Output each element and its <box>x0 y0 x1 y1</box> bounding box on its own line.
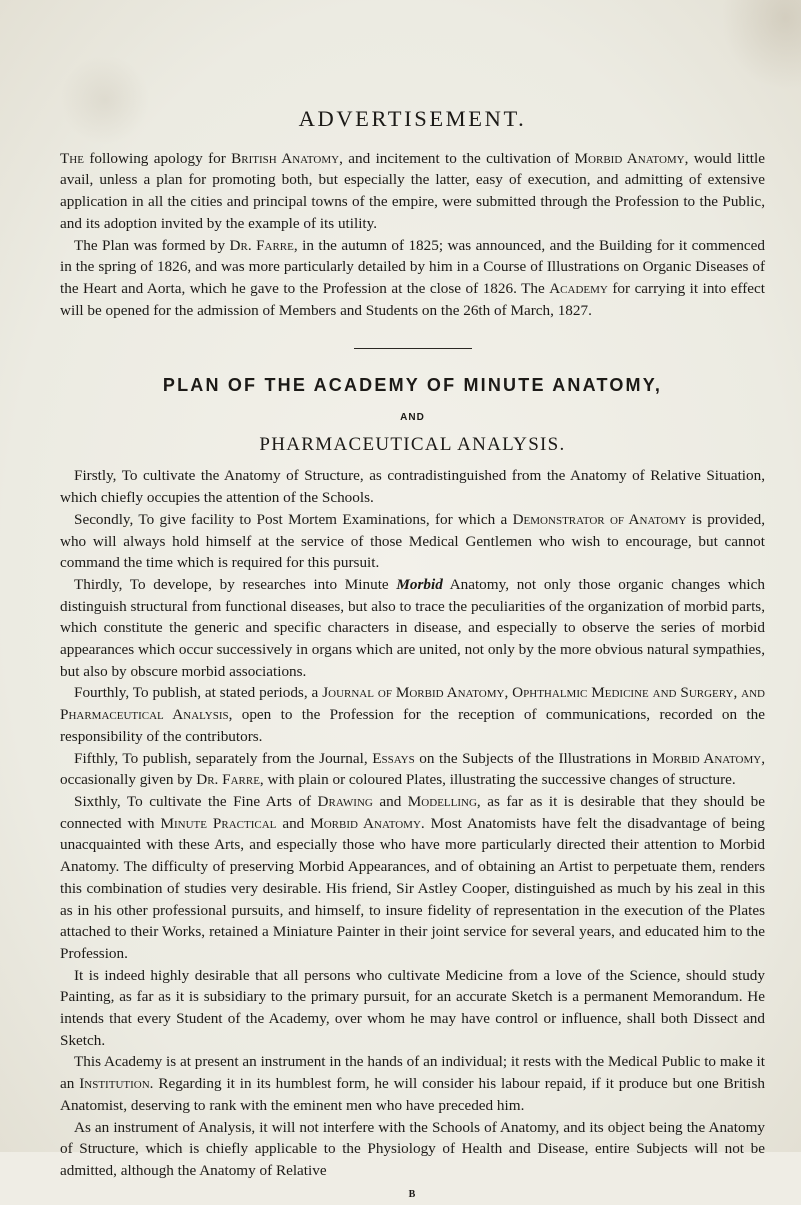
small-caps-text: Minute Practical <box>160 814 277 832</box>
text-run: Fifthly, To publish, separately from the Journal, <box>74 749 373 767</box>
text-run: This Academy is at present an instrument in the hands of an individual; it rests with the Medical Public to make it an <box>60 1053 765 1093</box>
small-caps-text: Drawing <box>317 792 373 810</box>
text-run: . Most Anatomists have felt the disadvantage of being unacquainted with these Arts, and especially those who have more particularly directed their attention to Morbid Anatomy. The difficulty of preserving Morbid Appearances, and of obtaining an Artist to perpetuate them, renders this combination of studies very desirable. His friend, Sir Astley Cooper, distinguished as much by his zeal in this as in his other professional pursuits, and himself, to insure fidelity of representation in the execution of the Plates attached to their Works, retained a Miniature Painter in their joint service for several years, and educated him to the Profession. <box>60 814 766 962</box>
paragraph <box>60 682 765 747</box>
small-caps-text: Morbid Anatomy <box>574 149 685 167</box>
small-caps-text: Morbid Anatomy <box>651 749 762 767</box>
text-run: , with plain or coloured Plates, illustrating the successive changes of structure. <box>259 771 736 789</box>
small-caps-text: Journal of Morbid Anatomy, Ophthalmic Medicine and Surgery, and Pharmaceutical Analysis <box>60 684 765 724</box>
text-run: Thirdly, To develope, by researches into Minute <box>74 575 397 593</box>
page-title: ADVERTISEMENT. <box>298 106 527 131</box>
text-run: for carrying it into effect will be opened for the admission of Members and Students on the 26th of March, 1827. <box>60 279 766 319</box>
paragraph <box>60 1117 765 1182</box>
signature-mark: B <box>408 1188 417 1200</box>
small-caps-text: Demonstrator of Anatomy <box>512 510 687 528</box>
and-heading: AND <box>400 412 425 424</box>
text-run: Firstly, To cultivate the Anatomy of Structure, as contradistinguished from the Anatomy of Relative Situation, which chiefly occupies the attention of the Schools. <box>60 467 765 507</box>
text-run: , open to the Profession for the reception of communications, recorded on the responsibility of the contributors. <box>60 706 765 745</box>
text-run: Anatomy, not only those organic changes which distinguish structural from functional diseases, but also to trace the peculiarities of the organization of morbid parts, which constitute the generic and specific characters in disease, and especially to observe the series of morbid appearances which occur successively in organs which are united, not only by the more obvious natural sympathies, but also by obscure morbid associations. <box>60 575 765 680</box>
paragraph <box>60 235 765 322</box>
plan-heading: PLAN OF THE ACADEMY OF MINUTE ANATOMY, <box>162 375 663 396</box>
text-run: , occasionally given by <box>60 749 766 789</box>
small-caps-text: Academy <box>549 279 608 297</box>
text-run: is provided, who will always hold himself at the service of those Medical Gentlemen who wish to encourage, but cannot command the time which is required for this pursuit. <box>60 510 765 572</box>
small-caps-text: Dr. Farre <box>229 236 294 254</box>
section-divider <box>354 348 472 349</box>
paragraph <box>60 748 765 791</box>
paragraph <box>60 965 765 1052</box>
text-run: and <box>372 792 408 810</box>
text-run: on the Subjects of the Illustrations in <box>414 749 652 767</box>
paragraph <box>60 574 765 683</box>
small-caps-text: British Anatomy <box>231 149 340 167</box>
text-run: As an instrument of Analysis, it will not interfere with the Schools of Anatomy, and its object being the Anatomy of Structure, which is chiefly applicable to the Physiology of Health and Disease, entire Subjects will not be admitted, although the Anatomy of Relative <box>60 1118 765 1179</box>
text-run: , as far as it is desirable that they should be connected with <box>60 792 766 832</box>
text-run: Sixthly, To cultivate the Fine Arts of <box>74 792 318 810</box>
small-caps-text: The <box>60 149 84 167</box>
small-caps-text: Morbid Anatomy <box>310 814 421 832</box>
text-run: following apology for <box>83 149 232 167</box>
text-run: , would little avail, unless a plan for promoting both, but especially the latter, easy of execution, and admitting of extensive application in all the cities and principal towns of the empire, were submitted through the Profession to the Public, and its adoption invited by the example of its utility. <box>60 149 765 232</box>
small-caps-text: Modelling <box>407 792 477 810</box>
text-run: The Plan was formed by <box>74 236 230 254</box>
paragraph <box>60 509 765 574</box>
text-run: Fourthly, To publish, at stated periods, a <box>74 684 323 702</box>
document-body <box>60 108 765 1205</box>
small-caps-text: Essays <box>372 749 415 767</box>
text-run: It is indeed highly desirable that all persons who cultivate Medicine from a love of the Science, should study Painting, as far as it is subsidiary to the primary pursuit, for an accurate Sketch is a permanent Memorandum. He intends that every Student of the Academy, over whom he may have control or influence, shall both Dissect and Sketch. <box>60 966 765 1049</box>
paragraph <box>60 148 765 235</box>
italic-text: Morbid <box>396 575 443 593</box>
plan-section <box>60 465 765 1181</box>
small-caps-text: Institution <box>79 1075 150 1093</box>
text-run: , and incitement to the cultivation of <box>339 149 575 167</box>
pharmaceutical-heading: PHARMACEUTICAL ANALYSIS. <box>259 433 566 455</box>
paragraph <box>60 465 765 508</box>
text-run: and <box>276 814 311 832</box>
paragraph <box>60 1051 765 1116</box>
text-run: , in the autumn of 1825; was announced, and the Building for it commenced in the spring of 1826, and was more particularly detailed by him in a Course of Illustrations on Organic Diseases of the Heart and Aorta, which he gave to the Profession at the close of 1826. The <box>60 236 765 297</box>
paper-stain <box>721 0 801 90</box>
paragraph <box>60 791 765 965</box>
intro-section <box>60 148 765 322</box>
small-caps-text: Dr. Farre <box>196 771 260 789</box>
text-run: Secondly, To give facility to Post Mortem Examinations, for which a <box>74 510 513 528</box>
text-run: . Regarding it in its humblest form, he will consider his labour repaid, if it produce but one British Anatomist, deserving to rank with the eminent men who have preceded him. <box>60 1075 765 1114</box>
